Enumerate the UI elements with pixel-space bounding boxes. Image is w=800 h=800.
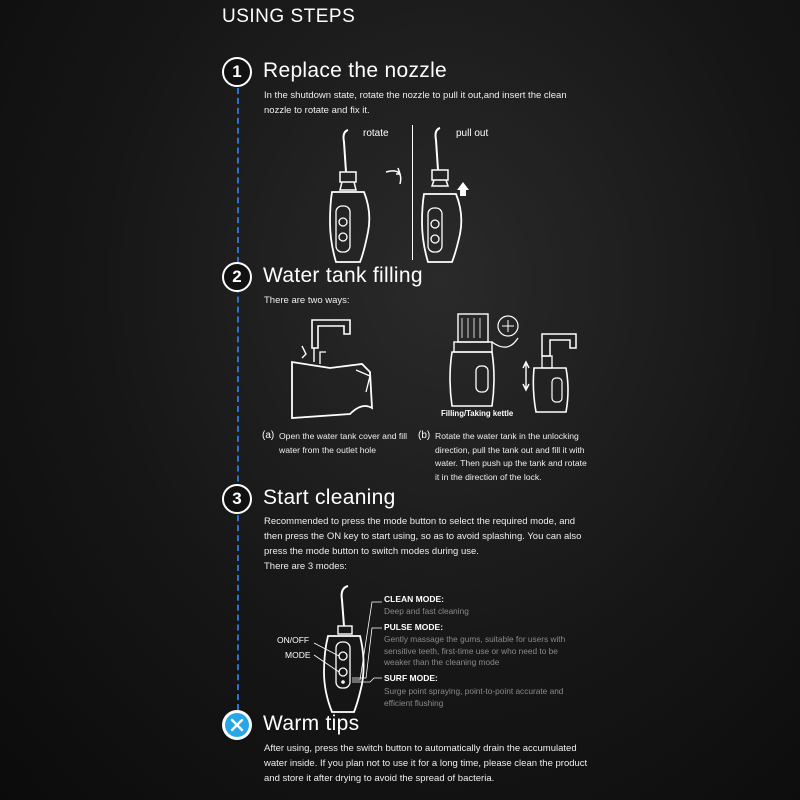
- kettle-label: Filling/Taking kettle: [441, 409, 514, 418]
- warm-tips-badge: [222, 710, 252, 740]
- way-b-text: Rotate the water tank in the unlocking direction, pull the tank out and fill it with water. Then push up the tank and rotate it in the direction of the lock.: [435, 431, 587, 482]
- pull-out-label: pull out: [456, 128, 489, 139]
- way-a-marker: (a): [262, 430, 275, 441]
- timeline-line: [237, 88, 239, 710]
- step-3-text: Recommended to press the mode button to select the required mode, and then press the ON key to start using, so as to avoid splashing. You can also press the mode button to switch modes during use.: [264, 516, 582, 557]
- surf-mode-desc: Surge point spraying, point-to-point accurate and efficient flushing: [384, 686, 564, 708]
- warm-tips-title: Warm tips: [263, 712, 360, 735]
- step-3-title: Start cleaning: [263, 486, 396, 509]
- step-1-number: 1: [222, 57, 252, 87]
- mode-label: MODE: [285, 650, 311, 660]
- pulse-mode-title: PULSE MODE:: [384, 622, 444, 632]
- way-b-marker: (b): [418, 430, 431, 441]
- modes-intro: There are 3 modes:: [264, 561, 347, 572]
- step-2-title: Water tank filling: [263, 264, 423, 287]
- clean-mode-desc: Deep and fast cleaning: [384, 606, 469, 616]
- way-a-text: Open the water tank cover and fill water from the outlet hole: [279, 431, 408, 455]
- illustration-divider: [412, 125, 413, 260]
- step-2-intro: There are two ways:: [264, 295, 350, 306]
- step-2-number: 2: [222, 262, 252, 292]
- rotate-label: rotate: [363, 128, 389, 139]
- step-1-text: In the shutdown state, rotate the nozzle to pull it out,and insert the clean nozzle to rotate and fix it.: [264, 90, 567, 116]
- step-1-title: Replace the nozzle: [263, 59, 448, 82]
- nozzle-rotate-illustration: [320, 122, 410, 262]
- tank-cover-illustration: [290, 312, 380, 422]
- device-modes-illustration: [300, 580, 390, 720]
- cross-icon: [225, 713, 249, 737]
- warm-tips-text: After using, press the switch button to automatically drain the accumulated water inside. If you plan not to use it for a long time, please clean the product and store it after drying to avoid the spread of bacteria.: [264, 743, 588, 784]
- clean-mode-title: CLEAN MODE:: [384, 594, 444, 604]
- on-off-label: ON/OFF: [277, 635, 310, 645]
- step-3-number: 3: [222, 484, 252, 514]
- page-title: USING STEPS: [222, 6, 356, 27]
- pulse-mode-desc: Gently massage the gums, suitable for users with sensitive teeth, first-time use or who need to be weaker than the cleaning mode: [384, 634, 566, 667]
- surf-mode-title: SURF MODE:: [384, 673, 438, 683]
- nozzle-pull-illustration: [414, 122, 504, 262]
- tank-detach-illustration: [442, 308, 582, 418]
